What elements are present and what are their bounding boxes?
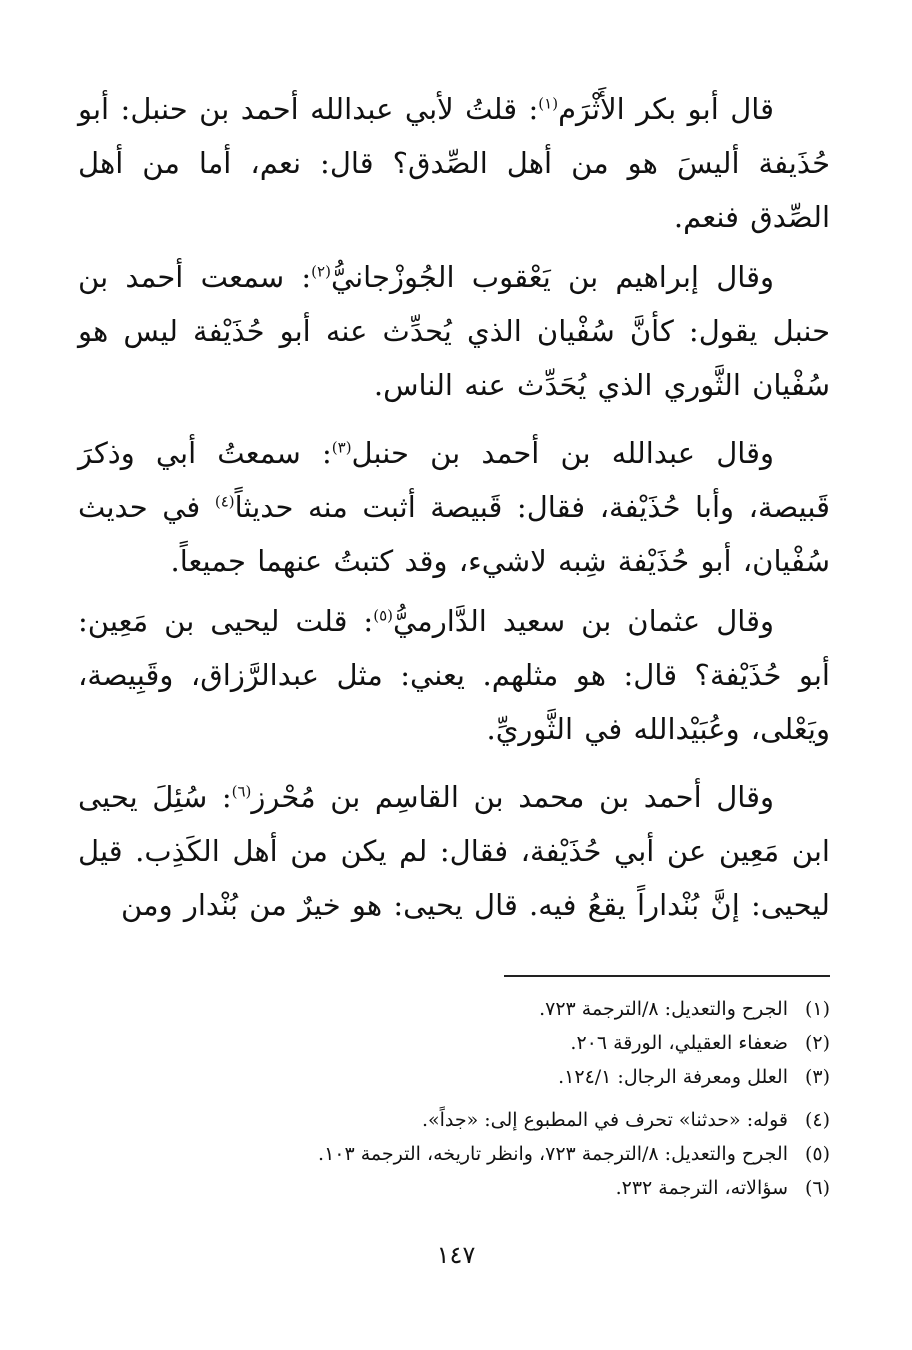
footnote-marker: (١) <box>538 94 559 113</box>
footnote-marker: (٤) <box>214 492 235 511</box>
paragraph-darimi <box>78 594 830 756</box>
footnote-number: (٣) <box>804 1066 830 1088</box>
footnote-marker: (٣) <box>331 438 352 457</box>
paragraph-text: : سُئِلَ يحيى ابن مَعِين عن أبي حُذَيْفة، فقال: لم يكن من أهل الكَذِب. قيل ليحيى: إنَّ بُنْداراً يقعُ فيه. قال يحيى: هو خيرٌ من بُنْدار ومن <box>78 780 830 922</box>
footnote-text: الجرح والتعديل: ٨/الترجمة ٧٢٣. <box>539 998 788 1020</box>
footnote-marker: (٥) <box>373 606 393 625</box>
footnote-text: ضعفاء العقيلي، الورقة ٢٠٦. <box>570 1032 788 1054</box>
main-text <box>78 82 830 932</box>
footnote-text: العلل ومعرفة الرجال: ١٢٤/١. <box>558 1066 788 1088</box>
paragraph-text: : سمعتُ أبي وذكرَ قَبيصة، وأبا حُذَيْفة، فقال: قَبيصة أثبت منه حديثاً <box>78 436 831 524</box>
footnote-item <box>150 1171 830 1205</box>
footnote-text: سؤالاته، الترجمة ٢٣٢. <box>615 1177 788 1199</box>
footnote-number: (٢) <box>804 1032 830 1054</box>
footnote-text: الجرح والتعديل: ٨/الترجمة ٧٢٣، وانظر تاريخه، الترجمة ١٠٣. <box>318 1143 788 1165</box>
paragraph-abdullah <box>78 426 830 588</box>
footnote-number: (٦) <box>804 1177 830 1199</box>
footnote-text: قوله: «حدثنا» تحرف في المطبوع إلى: «جداً». <box>421 1109 788 1131</box>
paragraph-text: وقال عبدالله بن أحمد بن حنبل <box>351 436 775 470</box>
footnotes <box>150 992 830 1205</box>
paragraph-text: : قلتُ لأبي عبدالله أحمد بن حنبل: أبو حُذَيفة أليسَ هو من أهل الصِّدق؟ قال: نعم، أما من أهل الصِّدق فنعم. <box>78 92 830 234</box>
footnote-marker: (٦) <box>231 782 252 801</box>
footnote-item <box>150 992 830 1026</box>
paragraph-text: وقال عثمان بن سعيد الدَّارميُّ <box>392 604 774 638</box>
paragraph-text: وقال أحمد بن محمد بن القاسِم بن مُحْرز <box>251 780 775 814</box>
footnote-item <box>150 1103 830 1137</box>
paragraph-athram <box>78 82 830 244</box>
footnote-separator <box>504 975 830 977</box>
paragraph-text: في حديث سُفْيان، أبو حُذَيْفة شِبه لاشيء، وقد كتبتُ عنهما جميعاً. <box>78 490 830 578</box>
footnote-marker: (٢) <box>311 262 331 281</box>
paragraph-text: : قلت ليحيى بن مَعِين: أبو حُذَيْفة؟ قال: هو مثلهم. يعني: مثل عبدالرَّزاق، وقَبِيصة، ويَعْلى، وعُبَيْدالله في الثَّوريِّ. <box>78 604 830 746</box>
footnote-item <box>150 1137 830 1171</box>
paragraph-text: قال أبو بكر الأَثْرَم <box>558 92 774 126</box>
footnote-number: (٥) <box>804 1143 830 1165</box>
paragraph-muhriz <box>78 770 830 932</box>
page-number: ١٤٧ <box>436 1241 476 1269</box>
footnote-item <box>150 1060 830 1094</box>
footnote-number: (٤) <box>804 1109 830 1131</box>
paragraph-text: وقال إبراهيم بن يَعْقوب الجُوزْجانيُّ <box>330 260 774 294</box>
footnote-number: (١) <box>804 998 830 1020</box>
paragraph-text: : سمعت أحمد بن حنبل يقول: كأنَّ سُفْيان الذي يُحدِّث عنه أبو حُذَيْفة ليس هو سُفْيان الثَّوري الذي يُحَدِّث عنه الناس. <box>78 260 830 402</box>
footnote-item <box>150 1026 830 1060</box>
paragraph-juzjani <box>78 250 830 412</box>
